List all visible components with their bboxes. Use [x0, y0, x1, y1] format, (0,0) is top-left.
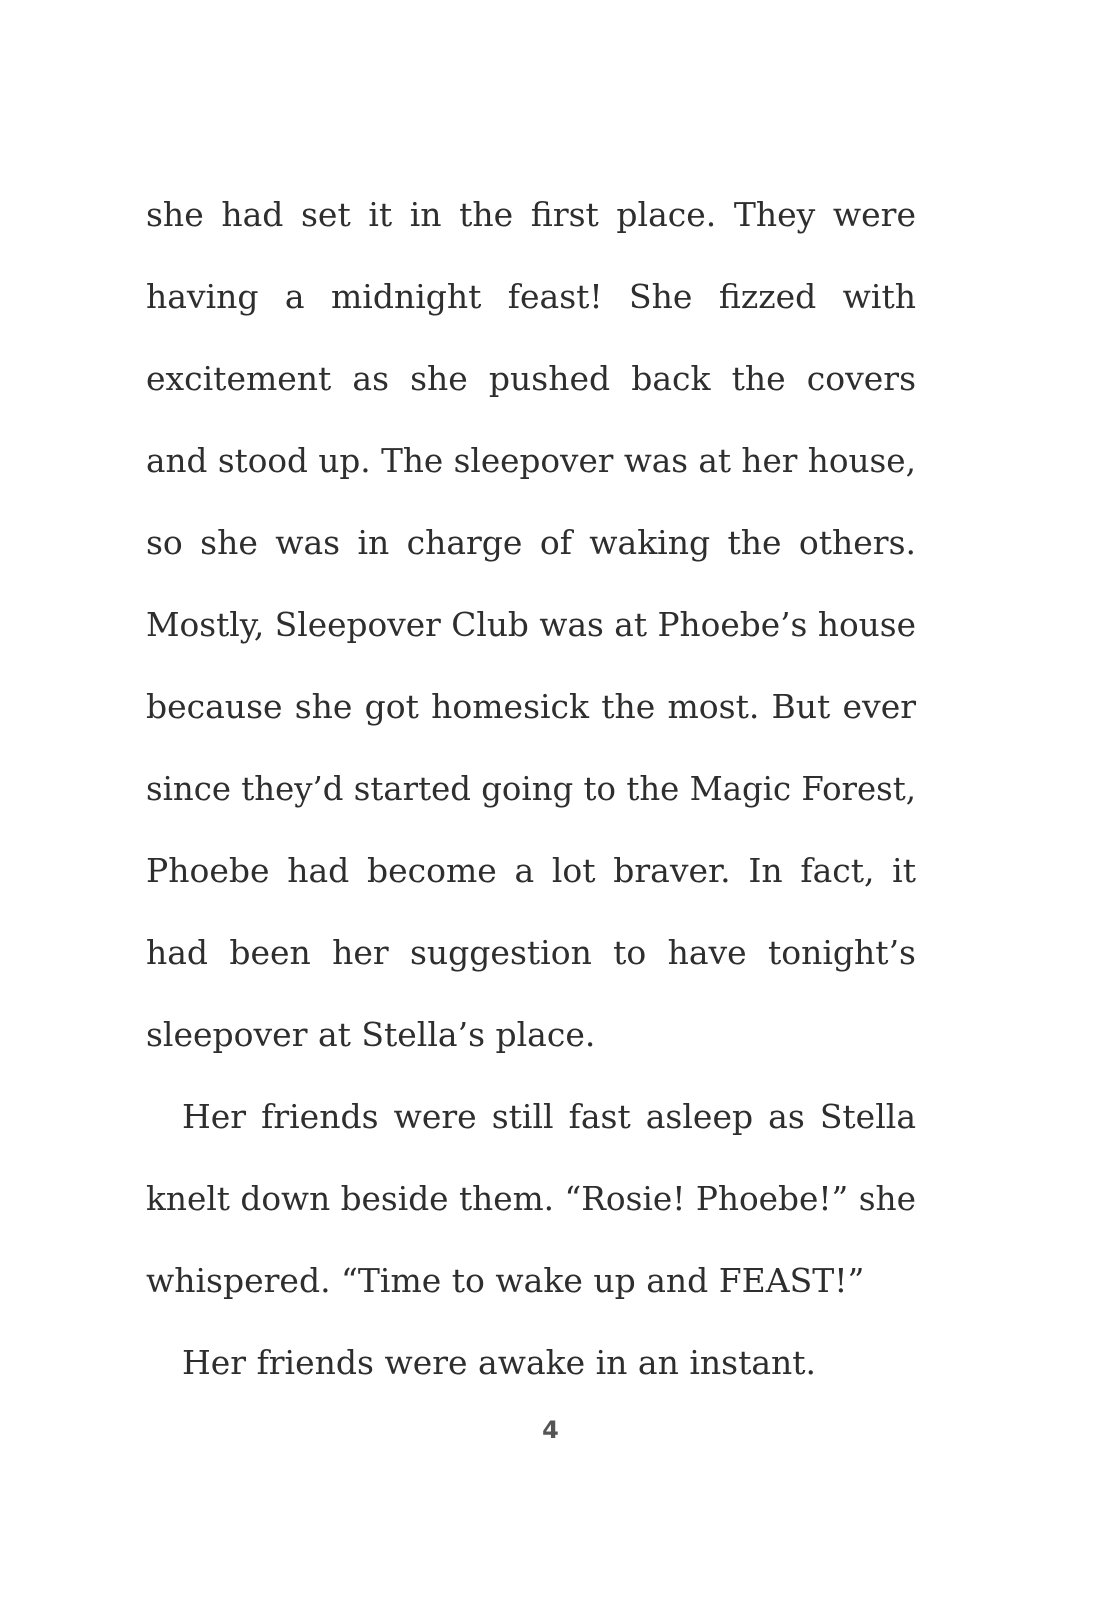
body-text — [146, 174, 916, 1404]
text-line: Her friends were awake in an instant. — [182, 1343, 817, 1382]
page-number: 4 — [542, 1416, 559, 1444]
text-line: whispered. “Time to wake up and FEAST!” — [146, 1261, 865, 1300]
text-line: Mostly, Sleepover Club was at Phoebe’s house — [146, 606, 916, 644]
text-line: and stood up. The sleepover was at her house, — [146, 442, 916, 480]
text-line: because she got homesick the most. But ever — [146, 687, 916, 726]
text-line: had been her suggestion to have tonight’s — [146, 933, 916, 972]
text-line: since they’d started going to the Magic Forest, — [146, 770, 916, 808]
text-line: she had set it in the first place. They were — [146, 195, 916, 234]
text-line: excitement as she pushed back the covers — [146, 359, 916, 398]
text-line: knelt down beside them. “Rosie! Phoebe!” she — [146, 1180, 916, 1218]
text-line: sleepover at Stella’s place. — [146, 1015, 596, 1054]
text-line: Her friends were still fast asleep as Stella — [182, 1097, 916, 1136]
text-line: Phoebe had become a lot braver. In fact, it — [146, 851, 916, 890]
text-line: so she was in charge of waking the others. — [146, 523, 916, 562]
text-line: having a midnight feast! She fizzed with — [146, 277, 916, 316]
